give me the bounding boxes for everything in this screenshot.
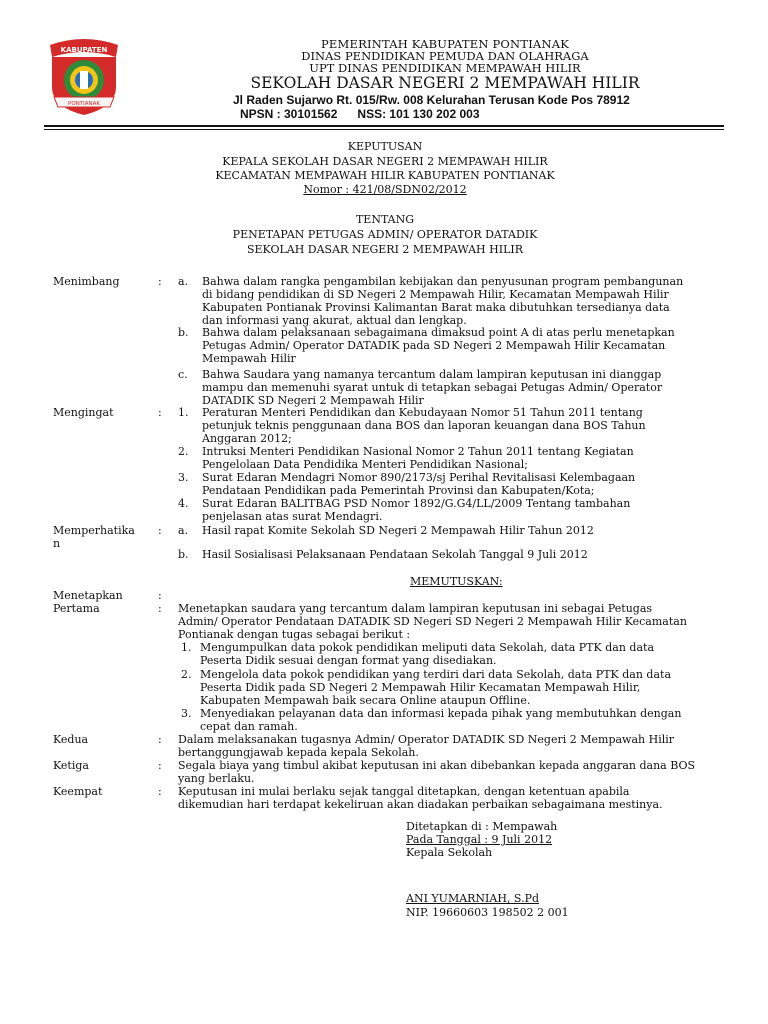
list-marker: 4. — [178, 497, 189, 510]
mengingat-item-3: Surat Edaran Mendagri Nomor 890/2173/sj Perihal Revitalisasi Kelembagaan Pendataan Pendidikan pada Pemerintah Provinsi dan Kabupaten/Kota; — [202, 471, 636, 497]
colon: : — [158, 602, 162, 615]
decree-subject-line1: PENETAPAN PETUGAS ADMIN/ OPERATOR DATADIK — [232, 228, 538, 241]
letterhead-line3: UPT DINAS PENDIDIKAN MEMPAWAH HILIR — [309, 61, 581, 75]
memperhatikan-item-a: Hasil rapat Komite Sekolah SD Negeri 2 Mempawah Hilir Tahun 2012 — [202, 524, 594, 537]
colon: : — [158, 733, 162, 746]
list-marker: c. — [178, 368, 188, 381]
logo-top-text: KABUPATEN — [60, 46, 108, 54]
ketiga-text: Segala biaya yang timbul akibat keputusan ini akan dibebankan kepada anggaran dana BOS yang berlaku. — [178, 759, 696, 785]
colon: : — [158, 275, 162, 288]
letterhead-divider-thick — [44, 125, 724, 127]
menimbang-label: Menimbang — [53, 275, 120, 288]
memperhatikan-item-b: Hasil Sosialisasi Pelaksanaan Pendataan Sekolah Tanggal 9 Juli 2012 — [202, 548, 588, 561]
signatory-nip: NIP. 19660603 198502 2 001 — [406, 906, 569, 919]
decree-issuer-line1: KEPALA SEKOLAH DASAR NEGERI 2 MEMPAWAH HILIR — [222, 155, 548, 168]
colon: : — [158, 759, 162, 772]
letterhead-line2: DINAS PENDIDIKAN PEMUDA DAN OLAHRAGA — [301, 49, 589, 63]
pertama-label: Pertama — [53, 602, 100, 615]
logo-ribbon-text: PONTIANAK — [68, 101, 100, 107]
colon: : — [158, 589, 162, 602]
mengingat-item-1: Peraturan Menteri Pendidikan dan Kebudayaan Nomor 51 Tahun 2011 tentang petunjuk teknis penggunaan dana BOS dan laporan keuangan dana BOS Tahun Anggaran 2012; — [202, 406, 646, 445]
list-marker: b. — [178, 326, 189, 339]
signature-date: Pada Tanggal : 9 Juli 2012 — [406, 833, 553, 846]
signatory-name: ANI YUMARNIAH, S.Pd — [406, 892, 540, 905]
colon: : — [158, 406, 162, 419]
decree-number: Nomor : 421/08/SDN02/2012 — [303, 183, 467, 196]
letterhead-school-name: SEKOLAH DASAR NEGERI 2 MEMPAWAH HILIR — [250, 74, 640, 92]
list-marker: 1. — [181, 641, 192, 654]
memutuskan-heading: MEMUTUSKAN: — [410, 575, 503, 588]
keempat-label: Keempat — [53, 785, 103, 798]
letterhead-line1: PEMERINTAH KABUPATEN PONTIANAK — [320, 37, 570, 51]
kedua-text: Dalam melaksanakan tugasnya Admin/ Operator DATADIK SD Negeri 2 Mempawah Hilir bertanggungjawab kepada kepala Sekolah. — [178, 733, 675, 759]
kedua-label: Kedua — [53, 733, 89, 746]
signature-place: Ditetapkan di : Mempawah — [406, 820, 558, 833]
pertama-task-1: Mengumpulkan data pokok pendidikan meliputi data Sekolah, data PTK dan data Peserta Didik sesuai dengan format yang disediakan. — [200, 641, 654, 667]
mengingat-item-2: Intruksi Menteri Pendidikan Nasional Nomor 2 Tahun 2011 tentang Kegiatan Pengelolaan Data Pendidika Menteri Pendidikan Nasional; — [202, 445, 634, 471]
decree-issuer-line2: KECAMATAN MEMPAWAH HILIR KABUPATEN PONTIANAK — [215, 169, 555, 182]
menetapkan-label: Menetapkan — [53, 589, 123, 602]
list-marker: 2. — [181, 668, 192, 681]
menimbang-item-c: Bahwa Saudara yang namanya tercantum dalam lampiran keputusan ini dianggap mampu dan memenuhi syarat untuk di tetapkan sebagai Petugas Admin/ Operator DATADIK SD Negeri 2 Mempawah Hilir — [202, 368, 663, 407]
signature-title: Kepala Sekolah — [406, 846, 493, 859]
decree-tentang: TENTANG — [355, 213, 415, 226]
list-marker: b. — [178, 548, 189, 561]
keempat-text: Keputusan ini mulai berlaku sejak tanggal ditetapkan, dengan ketentuan apabila dikemudian hari terdapat kekeliruan akan diadakan perbaikan sebagaimana mestinya. — [178, 785, 663, 811]
list-marker: a. — [178, 275, 189, 288]
list-marker: 3. — [178, 471, 189, 484]
list-marker: a. — [178, 524, 189, 537]
list-marker: 2. — [178, 445, 189, 458]
list-marker: 1. — [178, 406, 189, 419]
list-marker: 3. — [181, 707, 192, 720]
mengingat-item-4: Surat Edaran BALITBAG PSD Nomor 1892/G.G4/LL/2009 Tentang tambahan penjelasan atas surat Mendagri. — [202, 497, 631, 523]
decree-heading: KEPUTUSAN — [347, 140, 423, 153]
pertama-task-2: Mengelola data pokok pendidikan yang terdiri dari data Sekolah, data PTK dan data Peserta Didik pada SD Negeri 2 Mempawah Hilir Kecamatan Mempawah Hilir, Kabupaten Mempawah baik secara Online ataupun Offline. — [200, 668, 672, 707]
memperhatikan-label: Memperhatika n — [53, 524, 135, 550]
colon: : — [158, 785, 162, 798]
ketiga-label: Ketiga — [53, 759, 89, 772]
decree-subject-line2: SEKOLAH DASAR NEGERI 2 MEMPAWAH HILIR — [246, 243, 524, 256]
menimbang-item-a: Bahwa dalam rangka pengambilan kebijakan dan penyusunan program pembangunan di bidang pendidikan di SD Negeri 2 Mempawah Hilir, Kecamatan Mempawah Hilir Kabupaten Pontianak Provinsi Kalimantan Barat maka dibutuhkan tersedianya data dan informasi yang akurat, aktual dan lengkap. — [202, 275, 684, 327]
kabupaten-pontianak-logo — [44, 35, 124, 120]
pertama-task-3: Menyediakan pelayanan data dan informasi kepada pihak yang membutuhkan dengan cepat dan ramah. — [200, 707, 682, 733]
letterhead-divider-thin — [44, 129, 724, 130]
menimbang-item-b: Bahwa dalam pelaksanaan sebagaimana dimaksud point A di atas perlu menetapkan Petugas Admin/ Operator DATADIK pada SD Negeri 2 Mempawah Hilir Kecamatan Mempawah Hilir — [202, 326, 675, 365]
letterhead-npsn-nss: NPSN : 30101562 NSS: 101 130 202 003 — [240, 107, 480, 121]
pertama-intro: Menetapkan saudara yang tercantum dalam lampiran keputusan ini sebagai Petugas Admin/ Operator Pendataan DATADIK SD Negeri SD Negeri 2 Mempawah Hilir Kecamatan Pontianak dengan tugas sebagai berikut : — [178, 602, 687, 641]
mengingat-label: Mengingat — [53, 406, 114, 419]
letterhead-address: Jl Raden Sujarwo Rt. 015/Rw. 008 Kelurahan Terusan Kode Pos 78912 — [233, 93, 630, 107]
colon: : — [158, 524, 162, 537]
